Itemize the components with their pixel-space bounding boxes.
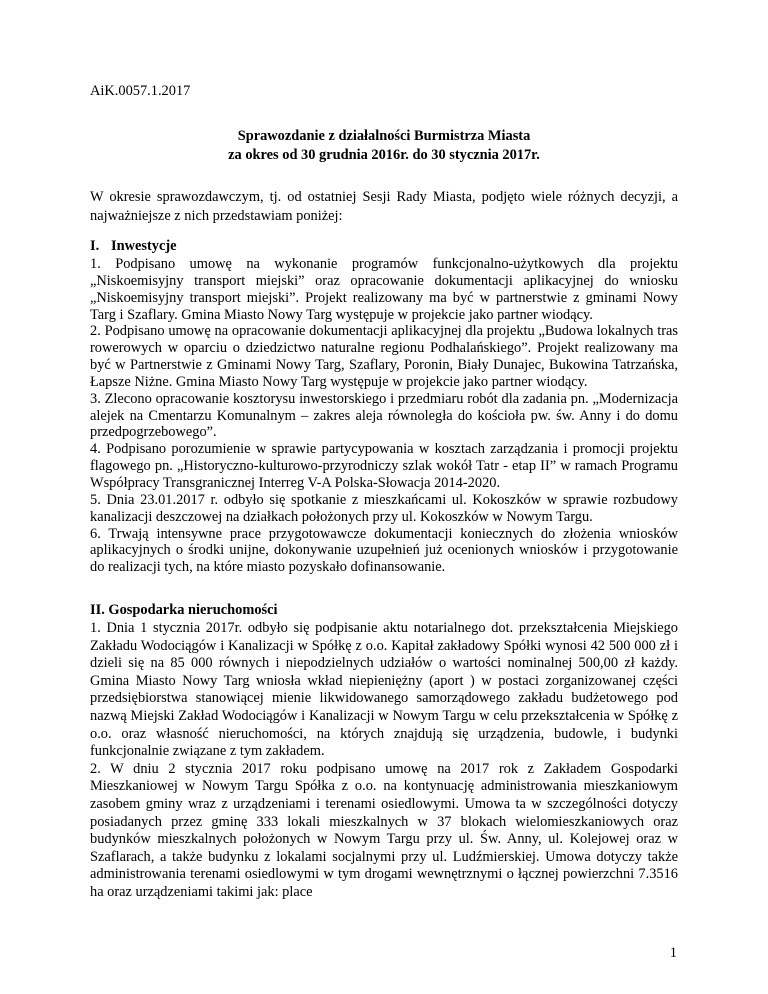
paragraph: 2. W dniu 2 stycznia 2017 roku podpisano umowę na 2017 rok z Zakładem Gospodarki Mieszkaniowej w Nowym Targu Spółka z o.o. na kontynuację administrowania mieszkaniowym zasobem gminy wraz z urządzeniami i terenami osiedlowymi. Umowa ta w szczególności dotyczy posiadanych przez gminę 333 lokali mieszkalnych w 37 blokach wielomieszkaniowych oraz budynków mieszkalnych położonych w Nowym Targu przy ul. Św. Anny, ul. Kolejowej oraz w Szaflarach, a także budynku z lokalami socjalnymi przy ul. Ludźmierskiej. Umowa dotyczy także administrowania terenami osiedlowymi w tym drogami wewnętrznymi o łącznej powierzchni 7.3516 ha oraz urządzeniami takimi jak: place bbox=[90, 760, 678, 900]
section-number: I. bbox=[90, 238, 100, 254]
section-number: II. bbox=[90, 602, 105, 619]
title-line-1: Sprawozdanie z działalności Burmistrza Miasta bbox=[237, 128, 531, 144]
intro-paragraph: W okresie sprawozdawczym, tj. od ostatniej Sesji Rady Miasta, podjęto wiele różnych decyzji, a najważniejsze z nich przedstawiam poniżej: bbox=[90, 189, 678, 224]
section-heading bbox=[90, 236, 678, 256]
section-title-text: Gospodarka nieruchomości bbox=[108, 602, 278, 619]
section-real-estate bbox=[90, 600, 678, 902]
paragraph: 4. Podpisano porozumienie w sprawie partycypowania w kosztach zarządzania i promocji projektu flagowego pn. „Historyczno-kulturowo-przyrodniczy szlak wokół Tatr - etap II” w ramach Programu Współpracy Transgranicznej Interreg V-A Polska-Słowacja 2014-2020. bbox=[90, 441, 678, 491]
paragraph: 6. Trwają intensywne prace przygotowawcze dokumentacji koniecznych do złożenia wniosków aplikacyjnych o środki unijne, dokonywanie uzupełnień już ocenionych wniosków i przygotowanie do realizacji tych, na które miasto pozyskało dofinansowanie. bbox=[90, 525, 678, 576]
document-title bbox=[90, 127, 678, 165]
document-body bbox=[90, 82, 678, 902]
paragraph: 1. Podpisano umowę na wykonanie programów funkcjonalno-użytkowych dla projektu „Niskoemisyjny transport miejski” oraz opracowanie dokumentacji aplikacyjnej do wniosku „Niskoemisyjny transport miejski”. Projekt realizowany ma być w partnerstwie z gminami Nowy Targ i Szaflary. Gmina Miasto Nowy Targ występuje w projekcie jako partner wiodący. bbox=[90, 256, 678, 323]
document-reference-number: AiK.0057.1.2017 bbox=[90, 83, 191, 99]
section-heading bbox=[90, 600, 678, 620]
paragraph: 5. Dnia 23.01.2017 r. odbyło się spotkanie z mieszkańcami ul. Kokoszków w sprawie rozbudowy kanalizacji deszczowej na działkach położonych przy ul. Kokoszków w Nowym Targu. bbox=[90, 491, 678, 525]
paragraph: 3. Zlecono opracowanie kosztorysu inwestorskiego i przedmiaru robót dla zadania pn. „Modernizacja alejek na Cmentarzu Komunalnym – zakres aleja równoległa do kościoła pw. św. Anny i do domu przedpogrzebowego”. bbox=[90, 390, 678, 441]
section-investments bbox=[90, 236, 678, 576]
title-line-2: za okres od 30 grudnia 2016r. do 30 stycznia 2017r. bbox=[228, 147, 540, 163]
section-title-text: Inwestycje bbox=[111, 238, 177, 254]
paragraph: 1. Dnia 1 stycznia 2017r. odbyło się podpisanie aktu notarialnego dot. przekształcenia Miejskiego Zakładu Wodociągów i Kanalizacji w Spółkę z o.o. Kapitał zakładowy Spółki wynosi 42 500 000 zł i dzieli się na 85 000 równych i niepodzielnych udziałów o wartości nominalnej 500,00 zł każdy. Gmina Miasto Nowy Targ wniosła wkład niepieniężny (aport ) w postaci zorganizowanej części przedsiębiorstwa stanowiącej mienie likwidowanego samorządowego zakładu budżetowego pod nazwą Miejski Zakład Wodociągów i Kanalizacji w Nowym Targu w celu przekształcenia w Spółkę z o.o. oraz własność nieruchomości, na których znajdują się urządzenia, budowle, i budynki funkcjonalnie związane z tym zakładem. bbox=[90, 620, 678, 760]
paragraph: 2. Podpisano umowę na opracowanie dokumentacji aplikacyjnej dla projektu „Budowa lokalnych tras rowerowych w oparciu o dziedzictwo naturalne regionu Podhalańskiego”. Projekt realizowany ma być w Partnerstwie z Gminami Nowy Targ, Szaflary, Poronin, Biały Dunajec, Bukowina Tatrzańska, Łapsze Niżne. Gmina Miasto Nowy Targ występuje w projekcie jako partner wiodący. bbox=[90, 323, 678, 390]
page-number: 1 bbox=[669, 945, 677, 961]
